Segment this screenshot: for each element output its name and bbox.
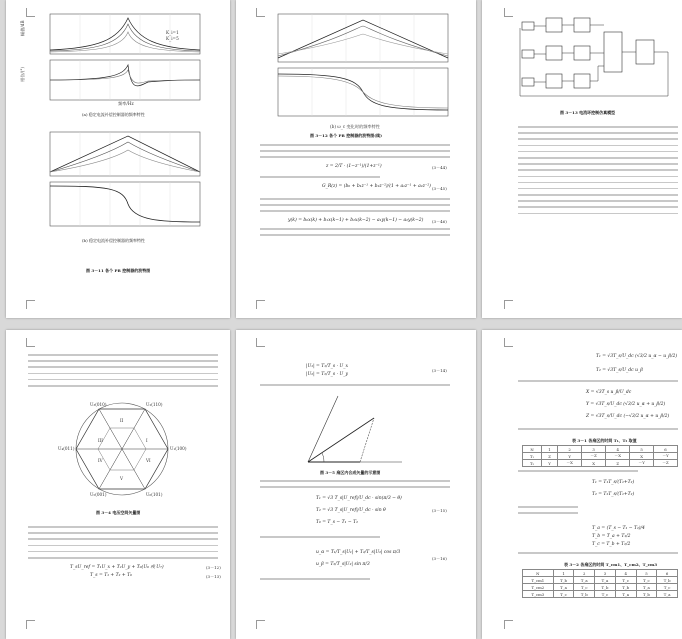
body-text [518,380,678,386]
table-cell: 1 [542,446,558,453]
crop-mark [256,338,265,347]
body-text [260,228,450,240]
table-cell: T_cm3 [523,591,554,598]
table-row [523,584,678,591]
table-cell: 4 [615,570,636,577]
table-cell: T_b [553,577,574,584]
table-cell: T_a [615,591,636,598]
crop-mark [504,8,513,17]
table-cell: T_c [574,584,595,591]
page-4 [6,330,230,639]
equation-number: (3－14) [432,368,447,373]
table-cell: T_b [595,584,616,591]
vector-label: U₄(011) [58,446,75,451]
table-row [523,453,678,460]
page-5 [236,330,476,639]
equation: T_a = (T_s − T₁ − T₂)/4 [592,526,645,531]
equation: T_b = T_a + T₁/2 [592,534,631,539]
figure-caption: 图 3－11 各个 PR 控制器的波特图 [86,268,151,273]
page-1 [6,0,230,318]
table-cell: T_c [657,584,678,591]
vector-label: U₂(110) [146,402,163,407]
table-cell: T_a [553,584,574,591]
bode-plot-b [28,128,208,238]
table-title: 表 3－2 各扇区的时间 T_cm1、T_cm2、T_cm3 [564,562,658,567]
table-cell: 6 [657,570,678,577]
vector-label: U₆(101) [146,492,163,497]
crop-mark [26,338,35,347]
table-cell: 2 [574,570,595,577]
figure-caption: 图 3－13 电流环控制仿真模型 [560,110,616,115]
equation: T_sU_ref = T₁U_x + T₂U_y + T₀(U₀ 或 U₇) [70,565,164,570]
page-6 [482,330,682,639]
table-cell: T₁ [523,453,542,460]
body-text [260,176,380,182]
axis-label-mag: 幅值/dB [20,20,25,36]
body-text [260,384,450,390]
equation: T₀ = T_s − T₁ − T₂ [316,520,358,525]
simulink-model [518,10,678,100]
sector-time-table [522,445,678,467]
equation: T₁ = √3 T_s|U_ref|/U_dc · sin(π/3 − θ) [316,496,402,501]
table-cell: T_c [636,577,657,584]
table-cell: X [582,460,606,467]
vector-synthesis-diagram [298,392,408,468]
body-text [28,354,218,391]
table-title: 表 3－1 各扇区的时间 T₁、T₂ 取值 [572,438,637,443]
sector-label: III [98,438,103,443]
table-cell: －X [558,460,582,467]
table-cell: 1 [553,570,574,577]
table-cell: T_a [636,584,657,591]
equation: |U₂| = T₂/T_s · U_y [306,372,349,377]
table-cell: T_c [615,577,636,584]
table-cell: －X [606,453,630,460]
table-cell: 6 [653,446,677,453]
vector-label: U₅(001) [90,492,107,497]
equation: T_s = T₁ + T₂ + T₀ [90,573,132,578]
table-cell: T_c [595,591,616,598]
body-text [518,428,678,434]
body-text [260,198,450,217]
sector-label: V [120,476,124,481]
crop-mark [504,620,513,629]
table-cell: T_a [574,577,595,584]
equation-number: (3－46) [432,219,447,224]
crop-mark [504,300,513,309]
crop-mark [26,620,35,629]
figure-caption: 图 3－12 各个 PR 控制器的波特图(续) [310,133,383,138]
equation: X = √3T_s u_β/U_dc [586,390,632,395]
legend-item: K_i=1 [166,30,179,35]
table-cell: －Z [582,453,606,460]
equation-number: (3－13) [206,574,221,579]
equation: z = 2/T · (1−z⁻¹)/(1+z⁻¹) [326,164,382,169]
table-cell: T_cm2 [523,584,554,591]
equation: y(k) = b₀x(k) + b₁x(k−1) + b₂x(k−2) − a₁y(k−1) − a₂y(k−2) [288,218,424,223]
sector-label: I [146,438,148,443]
table-cell: Y [542,460,558,467]
table-cell: －Y [630,460,654,467]
equation: T₁ = T₁T_s/(T₁+T₂) [592,480,635,485]
table-cell: N [523,570,554,577]
table-cell: Z [542,453,558,460]
table-cell: T_a [595,577,616,584]
table-cell: －Y [653,453,677,460]
table-cell: T_b [657,577,678,584]
page-3 [482,0,682,318]
table-row [523,591,678,598]
bode-plot-c [258,10,458,128]
subfigure-caption-c: (b) ω_c 变化时的频率特性 [330,124,380,129]
vector-label: U₃(010) [90,402,107,407]
table-cell: 4 [606,446,630,453]
body-text [260,480,450,492]
equation: Y = √3T_s/U_dc (√3/2 u_α + u_β/2) [586,402,666,407]
crop-mark [256,300,265,309]
table-cell: T_b [615,584,636,591]
body-text [28,526,218,563]
sector-label: II [120,418,124,423]
equation-number: (3－44) [432,165,447,170]
body-text [518,470,638,476]
equation: T₁ = √3T_s/U_dc (√3/2 u_α − u_β/2) [596,354,678,359]
sector-label: IV [98,458,103,463]
figure-caption: 图 3－4 电压空间矢量图 [96,510,141,515]
axis-label-freq: 频率/Hz [118,101,134,106]
table-cell: T_cm1 [523,577,554,584]
crop-mark [26,300,35,309]
table-cell: X [630,453,654,460]
subfigure-caption: (a) 稳定电流补偿控制器的频率特性 [82,112,145,117]
vector-label: U₁(100) [170,446,187,451]
equation-number: (3－12) [206,565,221,570]
page-2 [236,0,476,318]
body-text [260,536,380,542]
body-text [518,506,578,518]
table-cell: N [523,446,542,453]
body-text [518,126,678,219]
table-cell: －Z [653,460,677,467]
crop-mark [504,338,513,347]
table-cell: 5 [636,570,657,577]
equation: T₂ = √3T_s/U_dc u_β [596,368,643,373]
equation: T_c = T_b + T₂/2 [592,542,631,547]
table-row [523,570,678,577]
equation-number: (3－16) [432,556,447,561]
body-text [260,144,450,163]
body-text [260,578,370,584]
table-row [523,446,678,453]
bode-plot-a [28,10,208,110]
table-cell: T₂ [523,460,542,467]
equation: u_β = T₂/T_s|U₂| sin π/3 [316,562,370,567]
crop-mark [256,620,265,629]
subfigure-caption-b: (b) 稳定电流补偿控制器的频率特性 [82,238,145,243]
body-text [518,552,678,558]
equation: T₂ = T₂T_s/(T₁+T₂) [592,492,635,497]
sector-label: VI [146,458,151,463]
equation: u_α = T₁/T_s|U₁| + T₂/T_s|U₂| cos π/3 [316,550,401,555]
switching-time-table [522,569,678,598]
equation: |U₁| = T₁/T_s · U_x [306,364,349,369]
legend-item: K_i=5 [166,36,179,41]
table-row [523,577,678,584]
table-cell: 3 [595,570,616,577]
table-cell: 2 [558,446,582,453]
equation-number: (3－45) [432,186,447,191]
equation: G_R(z) = (b₀ + b₁z⁻¹ + b₂z⁻²)/(1 + a₁z⁻¹ + a₂z⁻²) [322,184,431,189]
table-cell: T_c [553,591,574,598]
table-cell: Z [606,460,630,467]
table-cell: 5 [630,446,654,453]
table-cell: Y [558,453,582,460]
axis-label-phase: 相位/(°) [20,66,25,82]
equation: Z = √3T_s/U_dc (−√3/2 u_α + u_β/2) [586,414,670,419]
equation-number: (3－15) [432,508,447,513]
table-cell: 3 [582,446,606,453]
table-row [523,460,678,467]
table-cell: T_b [636,591,657,598]
table-cell: T_b [574,591,595,598]
table-cell: T_a [657,591,678,598]
equation: T₂ = √3 T_s|U_ref|/U_dc · sin θ [316,508,386,513]
figure-caption: 图 3－5 扇区内合成矢量的示意图 [320,470,381,475]
